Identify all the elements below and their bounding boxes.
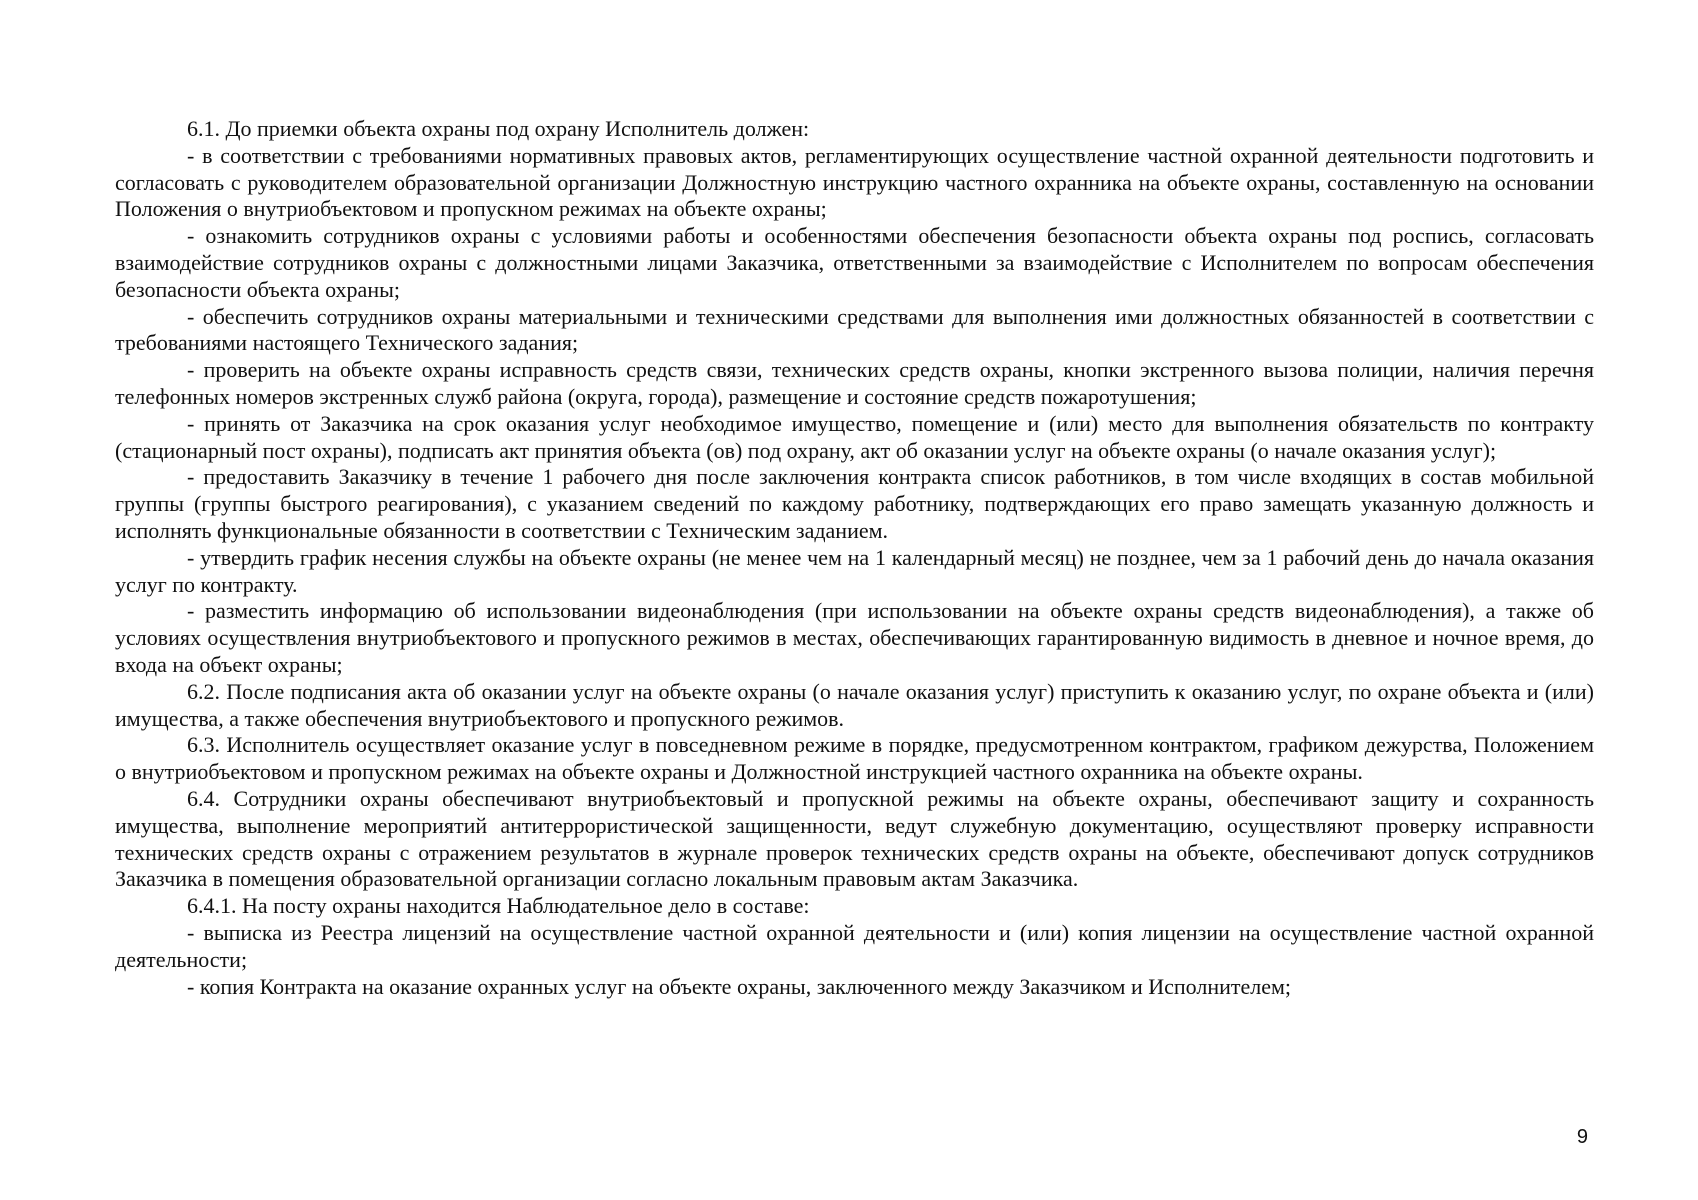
paragraph-6-2: 6.2. После подписания акта об оказании услуг на объекте охраны (о начале оказания услуг) приступить к оказанию услуг, по охране объекта и (или) имущества, а также обеспечения внутриобъектового и пропускного режимов.	[115, 678, 1594, 731]
list-item-prepare-instruction: - в соответствии с требованиями нормативных правовых актов, регламентирующих осуществление частной охранной деятельности подготовить и согласовать с руководителем образовательной организации Должностную инструкцию частного охранника на объекте охраны, составленную на основании Положения о внутриобъектовом и пропускном режимах на объекте охраны;	[115, 142, 1594, 222]
document-body	[115, 116, 1594, 1000]
list-item-accept-property: - принять от Заказчика на срок оказания услуг необходимое имущество, помещение и (или) место для выполнения обязательств по контракту (стационарный пост охраны), подписать акт принятия объекта (ов) под охрану, акт об оказании услуг на объекте охраны (о начале оказания услуг);	[115, 410, 1594, 463]
list-item-license-extract: - выписка из Реестра лицензий на осуществление частной охранной деятельности и (или) копия лицензии на осуществление частной охранной деятельности;	[115, 919, 1594, 972]
list-item-contract-copy: - копия Контракта на оказание охранных услуг на объекте охраны, заключенного между Заказчиком и Исполнителем;	[187, 973, 1292, 999]
paragraph-6-4: 6.4. Сотрудники охраны обеспечивают внутриобъектовый и пропускной режимы на объекте охраны, обеспечивают защиту и сохранность имущества, выполнение мероприятий антитеррористической защищенности, ведут служебную документацию, осуществляют проверку исправности технических средств охраны с отражением результатов в журнале проверок технических средств охраны на объекте, обеспечивают допуск сотрудников Заказчика в помещения образовательной организации согласно локальным правовым актам Заказчика.	[115, 785, 1594, 892]
page-number: 9	[1576, 1126, 1588, 1148]
list-item-provide-means: - обеспечить сотрудников охраны материальными и техническими средствами для выполнения ими должностных обязанностей в соответствии с требованиями настоящего Технического задания;	[115, 303, 1594, 356]
list-item-approve-schedule: - утвердить график несения службы на объекте охраны (не менее чем на 1 календарный месяц) не позднее, чем за 1 рабочий день до начала оказания услуг по контракту.	[115, 544, 1594, 597]
paragraph-6-4-1: 6.4.1. На посту охраны находится Наблюдательное дело в составе:	[187, 893, 810, 919]
paragraph-6-3: 6.3. Исполнитель осуществляет оказание услуг в повседневном режиме в порядке, предусмотренном контрактом, графиком дежурства, Положением о внутриобъектовом и пропускном режимах на объекте охраны и Должностной инструкцией частного охранника на объекте охраны.	[115, 732, 1594, 785]
list-item-familiarize-staff: - ознакомить сотрудников охраны с условиями работы и особенностями обеспечения безопасности объекта охраны под роспись, согласовать взаимодействие сотрудников охраны с должностными лицами Заказчика, ответственными за взаимодействие с Исполнителем по вопросам обеспечения безопасности объекта охраны;	[115, 223, 1594, 302]
list-item-provide-staff-list: - предоставить Заказчику в течение 1 рабочего дня после заключения контракта список работников, в том числе входящих в состав мобильной группы (группы быстрого реагирования), с указанием сведений по каждому работнику, подтверждающих его право замещать указанную должность и исполнять функциональные обязанности в соответствии с Техническим заданием.	[115, 464, 1594, 543]
paragraph-6-1: 6.1. До приемки объекта охраны под охрану Исполнитель должен:	[187, 116, 810, 141]
list-item-check-equipment: - проверить на объекте охраны исправность средств связи, технических средств охраны, кнопки экстренного вызова полиции, наличия перечня телефонных номеров экстренных служб района (округа, города), размещение и состояние средств пожаротушения;	[115, 357, 1594, 409]
list-item-post-information: - разместить информацию об использовании видеонаблюдения (при использовании на объекте охраны средств видеонаблюдения), а также об условиях осуществления внутриобъектового и пропускного режимов в местах, обеспечивающих гарантированную видимость в дневное и ночное время, до входа на объект охраны;	[115, 598, 1594, 677]
